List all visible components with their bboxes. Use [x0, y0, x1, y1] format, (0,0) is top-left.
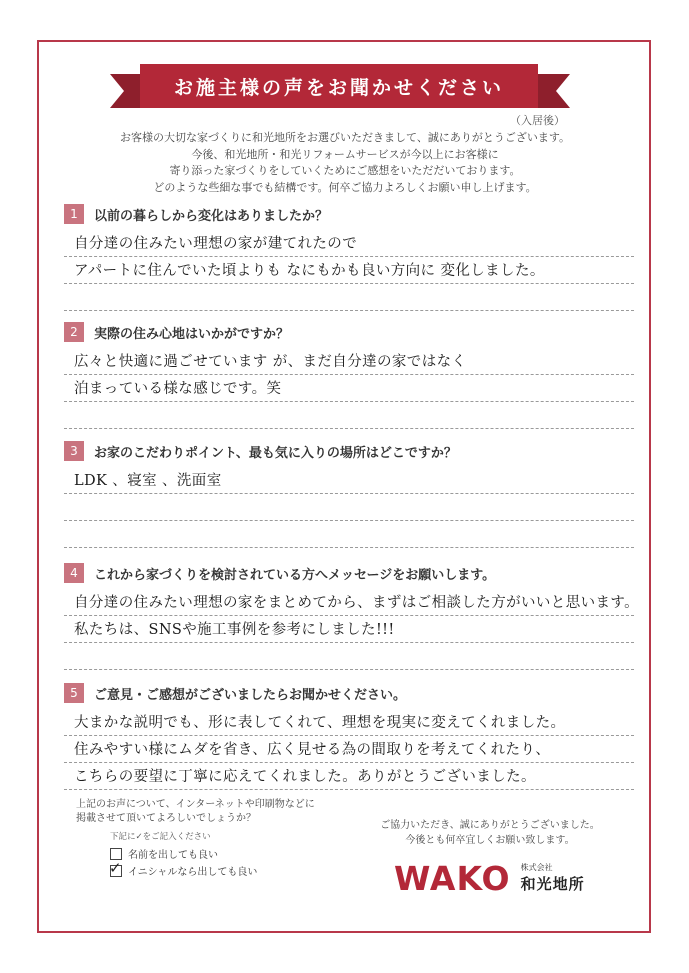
question-number: 2 [64, 322, 84, 342]
answer-line[interactable] [64, 521, 634, 548]
consent-option-initials[interactable] [109, 858, 258, 878]
intro-text [80, 130, 610, 196]
intro-line: 今後、和光地所・和光リフォームサービスが今以上にお客様に [191, 147, 499, 161]
answer-line[interactable] [64, 494, 634, 521]
consent-option-name[interactable] [110, 846, 218, 861]
thanks-line: 今後とも何卒宜しくお願い致します。 [405, 835, 575, 846]
handwritten-answer: 住みやすい様にムダを省き、広く見せる為の間取りを考えてくれたり、 [74, 742, 551, 758]
company-name: 和光地所 [520, 875, 585, 893]
answer-line[interactable] [64, 616, 634, 643]
question-text: 以前の暮らしから変化はありましたか？ [94, 208, 329, 224]
answer-line[interactable] [64, 257, 634, 284]
title-banner [110, 62, 570, 112]
question-text: これから家づくりを検討されている方へメッセージをお願いします。 [94, 567, 496, 583]
answer-line[interactable] [64, 402, 634, 429]
thanks-message [370, 818, 610, 848]
checkbox-initials[interactable] [109, 858, 122, 877]
consent-question [76, 798, 315, 826]
question-number: 3 [64, 441, 84, 461]
answer-line[interactable] [64, 284, 634, 311]
move-in-tag: （入居後） [510, 114, 565, 127]
answer-line[interactable] [64, 230, 634, 257]
question-number: 1 [64, 204, 84, 224]
option-label: イニシャルなら出しても良い [128, 867, 258, 878]
handwritten-answer: こちらの要望に丁寧に応えてくれました。ありがとうございました。 [74, 769, 536, 785]
handwritten-answer: 広々と快適に過ごせています が、まだ自分達の家ではなく [74, 354, 467, 370]
handwritten-answer: 大まかな説明でも、形に表してくれて、理想を現実に変えてくれました。 [74, 715, 566, 731]
intro-line: 寄り添った家づくりをしていくためにご感想をいただだいております。 [169, 164, 521, 177]
answer-lines [64, 230, 634, 311]
logo-text [521, 862, 585, 894]
answer-line[interactable] [64, 375, 634, 402]
question-number: 5 [64, 683, 84, 703]
answer-lines [64, 348, 634, 429]
banner-body [140, 64, 538, 108]
company-logo [394, 859, 585, 898]
page-title: お施主様の声をお聞かせください [173, 76, 504, 99]
answer-line[interactable] [64, 467, 634, 494]
handwritten-answer: アパートに住んでいた頃よりも なにもかも良い方向に 変化しました。 [74, 263, 545, 279]
answer-line[interactable] [64, 736, 634, 763]
question-5 [64, 683, 634, 790]
intro-line: どのような些細な事でも結構です。何卒ご協力よろしくお願い申し上げます。 [153, 180, 537, 194]
answer-line[interactable] [64, 589, 640, 616]
logo-mark: WAKO [394, 859, 511, 898]
handwritten-answer: LDK 、寝室 、洗面室 [74, 473, 222, 489]
answer-lines [64, 467, 634, 548]
handwritten-answer: 自分達の住みたい理想の家をまとめてから、まずはご相談した方がいいと思います。 [74, 595, 640, 611]
answer-lines [64, 589, 640, 670]
question-text: ご意見・ご感想がございましたらお聞かせください。 [94, 687, 407, 703]
option-label: 名前を出しても良い [128, 850, 218, 861]
company-type: 株式会社 [520, 863, 553, 872]
question-4 [64, 563, 640, 670]
consent-instruction: 下記に✓をご記入ください [110, 832, 211, 842]
thanks-line: ご協力いただき、誠にありがとうございました。 [380, 820, 600, 831]
question-1 [64, 204, 634, 311]
answer-line[interactable] [64, 643, 634, 670]
handwritten-answer: 私たちは、SNSや施工事例を参考にしました!!! [74, 622, 395, 638]
intro-line: お客様の大切な家づくりに和光地所をお選びいただきまして、誠にありがとうございます。 [120, 131, 570, 144]
question-3 [64, 441, 634, 548]
consent-line: 掲載させて頂いてよろしいでしょうか？ [76, 813, 256, 824]
answer-line[interactable] [64, 763, 634, 790]
handwritten-answer: 泊まっている様な感じです。笑 [74, 381, 282, 397]
check-mark-icon: ✓ [109, 858, 122, 877]
handwritten-answer: 自分達の住みたい理想の家が建てれたので [74, 236, 358, 252]
consent-line: 上記のお声について、インターネットや印刷物などに [76, 799, 315, 810]
question-text: お家のこだわりポイント、最も気に入りの場所はどこですか？ [94, 445, 457, 461]
question-number: 4 [64, 563, 84, 583]
question-2 [64, 322, 634, 429]
question-text: 実際の住み心地はいかがですか？ [94, 326, 290, 342]
answer-lines [64, 709, 634, 790]
answer-line[interactable] [64, 709, 634, 736]
answer-line[interactable] [64, 348, 634, 375]
